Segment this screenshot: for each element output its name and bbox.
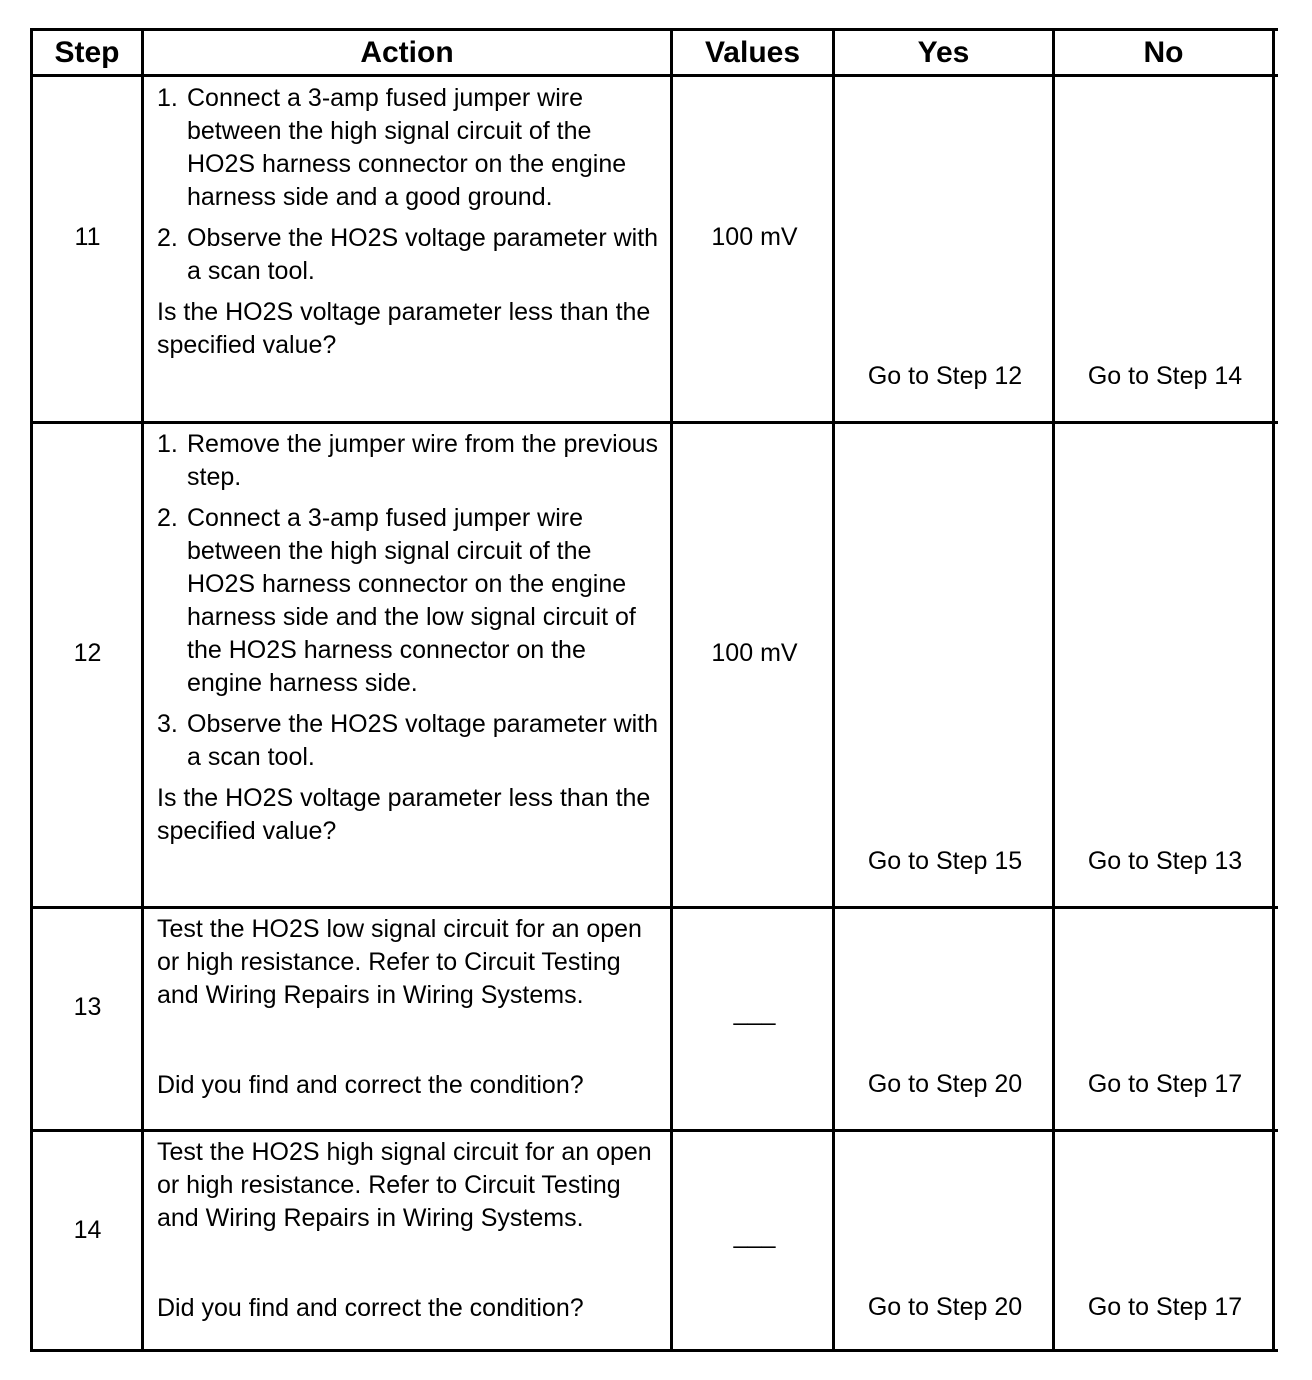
action-text: Test the HO2S low signal circuit for an open or high resistance. Refer to Circuit Testing and Wiring Repairs in Wiring Systems.: [157, 915, 642, 1009]
no-cell: Go to Step 17: [1087, 1070, 1243, 1098]
table-border-right: [1272, 28, 1275, 1350]
action-question: Did you find and correct the condition?: [157, 1071, 584, 1099]
step-number: 11: [74, 223, 101, 251]
table-border-bottom: [30, 1349, 1278, 1352]
action-steps: [157, 82, 662, 288]
yes-cell: Go to Step 12: [867, 362, 1023, 390]
header-step: Step: [54, 36, 120, 69]
action-question: Is the HO2S voltage parameter less than the specified value?: [157, 298, 651, 359]
value-cell: 100 mV: [711, 639, 798, 667]
row-divider: [30, 421, 1278, 424]
row-divider: [30, 906, 1278, 909]
row-divider: [30, 1129, 1278, 1132]
yes-cell: Go to Step 20: [867, 1070, 1023, 1098]
action-steps: [157, 428, 662, 774]
list-item: 2. Connect a 3-amp fused jumper wire between the high signal circuit of the HO2S harness connector on the engine harness side and the low signal circuit of the HO2S harness connector on the engine harness side.: [157, 504, 636, 697]
action-cell: [157, 82, 662, 362]
value-cell: ___: [733, 998, 776, 1026]
action-cell: [157, 428, 662, 848]
step-number: 12: [73, 639, 102, 667]
yes-cell: Go to Step 20: [867, 1293, 1023, 1321]
list-item: 1. Remove the jumper wire from the previous step.: [157, 430, 659, 491]
diagnostic-table: [30, 28, 1278, 1354]
no-cell: Go to Step 17: [1087, 1293, 1243, 1321]
header-action: Action: [360, 36, 454, 69]
header-values: Values: [704, 36, 801, 69]
step-number: 13: [73, 993, 102, 1021]
list-item: 3. Observe the HO2S voltage parameter with a scan tool.: [157, 710, 659, 771]
column-divider: [1052, 28, 1055, 1350]
list-item: 1. Connect a 3-amp fused jumper wire between the high signal circuit of the HO2S harness connector on the engine harness side and a good ground.: [157, 84, 627, 211]
list-item: 2. Observe the HO2S voltage parameter with a scan tool.: [157, 224, 659, 285]
action-cell: [157, 1136, 662, 1322]
action-cell: [157, 913, 662, 1099]
step-number: 14: [73, 1216, 102, 1244]
header-yes: Yes: [917, 36, 970, 69]
yes-cell: Go to Step 15: [867, 847, 1023, 875]
action-question: Is the HO2S voltage parameter less than the specified value?: [157, 784, 651, 845]
no-cell: Go to Step 14: [1087, 362, 1243, 390]
value-cell: 100 mV: [711, 223, 798, 251]
no-cell: Go to Step 13: [1087, 847, 1243, 875]
header-no: No: [1143, 36, 1184, 69]
column-divider: [670, 28, 673, 1350]
action-question: Did you find and correct the condition?: [157, 1294, 584, 1322]
value-cell: ___: [733, 1221, 776, 1249]
action-text: Test the HO2S high signal circuit for an open or high resistance. Refer to Circuit Testing and Wiring Repairs in Wiring Systems.: [157, 1138, 652, 1232]
